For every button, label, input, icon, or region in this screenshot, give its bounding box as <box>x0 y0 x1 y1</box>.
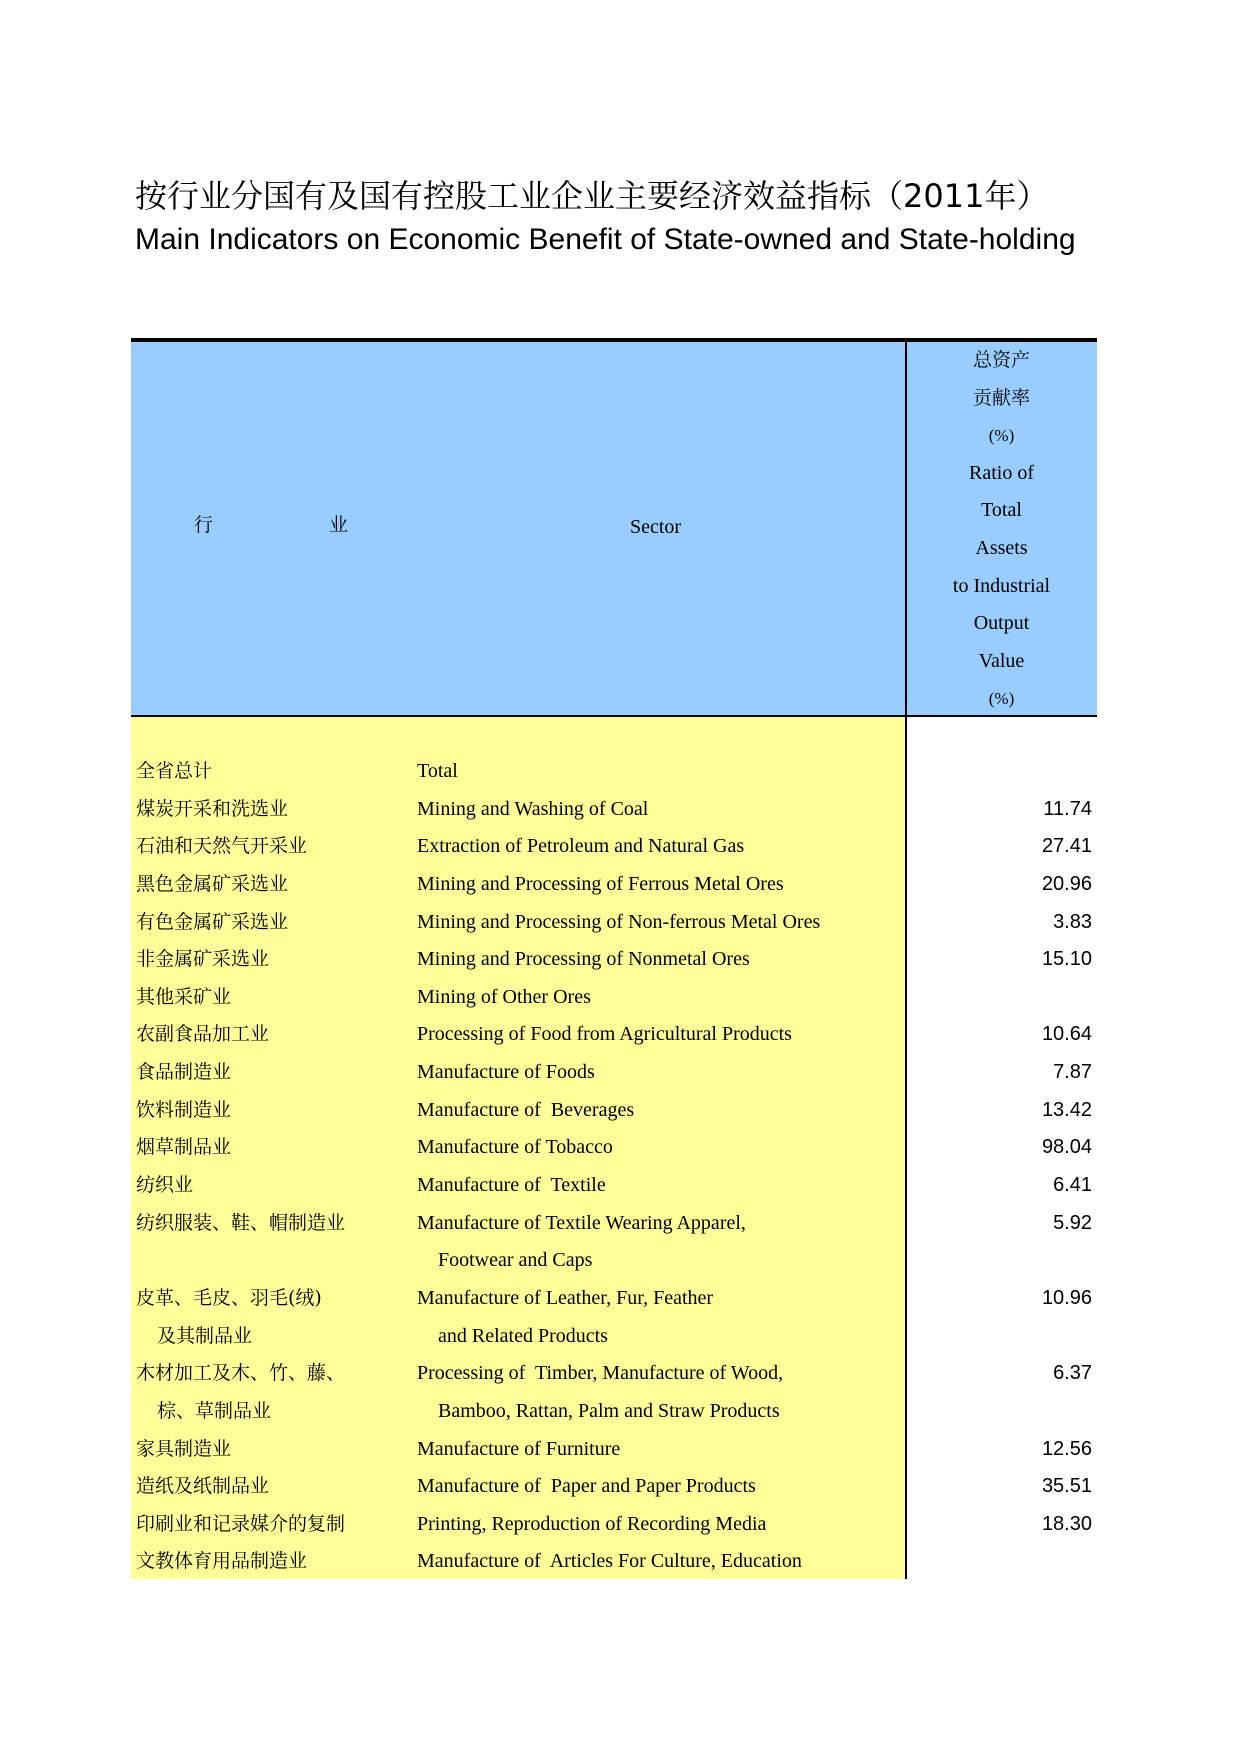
header-metric <box>906 342 1097 718</box>
row-sector-en: Bamboo, Rattan, Palm and Straw Products <box>438 1399 780 1422</box>
row-value: 20.96 <box>1041 872 1092 895</box>
row-sector-en: Processing of Timber, Manufacture of Wood, <box>417 1362 784 1385</box>
row-sector-en: Manufacture of Paper and Paper Products <box>417 1475 756 1498</box>
row-value: 98.04 <box>1041 1136 1092 1159</box>
row-value: 13.42 <box>1041 1098 1092 1121</box>
row-sector-en: Mining and Processing of Ferrous Metal Ores <box>417 872 784 895</box>
row-value: 35.51 <box>1041 1475 1092 1498</box>
row-industry-cn: 饮料制造业 <box>136 1098 232 1121</box>
metric-cn-line1: 总资产 <box>972 349 1030 371</box>
row-industry-cn: 农副食品加工业 <box>136 1023 270 1046</box>
row-sector-en: Manufacture of Articles For Culture, Education <box>417 1550 802 1573</box>
row-sector-en: Manufacture of Textile Wearing Apparel, <box>417 1211 746 1234</box>
row-value: 6.41 <box>1053 1174 1092 1197</box>
row-value: 27.41 <box>1041 835 1092 858</box>
table-row <box>131 1431 1097 1469</box>
table-row <box>131 979 1097 1017</box>
row-sector-en: Manufacture of Beverages <box>417 1098 635 1121</box>
row-sector-en: Mining and Washing of Coal <box>417 797 649 820</box>
table-row <box>131 1167 1097 1205</box>
metric-cn-line2: 贡献率 <box>972 386 1030 409</box>
table-row <box>131 1318 1097 1356</box>
table-row <box>131 866 1097 904</box>
row-industry-cn: 石油和天然气开采业 <box>136 835 308 858</box>
row-industry-cn: 及其制品业 <box>157 1324 253 1347</box>
row-sector-en: Printing, Reproduction of Recording Media <box>417 1512 767 1535</box>
header-sector: Sector <box>630 516 682 538</box>
row-sector-en: Footwear and Caps <box>438 1249 593 1272</box>
table-row <box>131 1129 1097 1167</box>
row-industry-cn: 印刷业和记录媒介的复制 <box>136 1512 346 1535</box>
row-value: 5.92 <box>1053 1211 1092 1234</box>
metric-en-line1: Ratio of <box>969 461 1034 484</box>
row-industry-cn: 棕、草制品业 <box>157 1399 272 1422</box>
row-industry-cn: 烟草制品业 <box>136 1136 232 1159</box>
table-row <box>131 1506 1097 1544</box>
row-value: 10.96 <box>1041 1286 1092 1309</box>
row-sector-en: Processing of Food from Agricultural Products <box>417 1023 792 1046</box>
metric-unit-cn: (%) <box>988 426 1015 446</box>
table-row <box>131 1205 1097 1243</box>
row-sector-en: Manufacture of Foods <box>417 1061 595 1084</box>
row-sector-en: Manufacture of Textile <box>417 1174 606 1197</box>
row-value: 15.10 <box>1041 948 1092 971</box>
row-value: 18.30 <box>1041 1512 1092 1535</box>
metric-en-line4: to Industrial <box>952 574 1051 597</box>
header-industry-cn-2: 业 <box>329 514 349 536</box>
table-row <box>131 941 1097 979</box>
row-industry-cn: 有色金属矿采选业 <box>136 910 289 933</box>
page-title-en: Main Indicators on Economic Benefit of State-owned and State-holding <box>135 223 1076 256</box>
row-sector-en: and Related Products <box>438 1324 608 1347</box>
header-industry-cn-1: 行 <box>194 514 214 536</box>
row-industry-cn: 黑色金属矿采选业 <box>136 872 289 895</box>
row-industry-cn: 煤炭开采和洗选业 <box>136 797 289 820</box>
row-industry-cn: 其他采矿业 <box>136 985 232 1008</box>
table-row <box>131 1242 1097 1280</box>
row-sector-en: Mining of Other Ores <box>417 985 591 1008</box>
row-industry-cn: 家具制造业 <box>136 1437 232 1460</box>
row-sector-en: Total <box>417 760 458 782</box>
metric-unit-en: (%) <box>988 689 1015 709</box>
row-value: 6.37 <box>1053 1362 1092 1385</box>
table-row <box>131 753 1097 791</box>
table-row <box>131 1280 1097 1318</box>
row-industry-cn: 纺织业 <box>136 1174 194 1197</box>
row-value: 3.83 <box>1053 910 1092 933</box>
row-industry-cn: 木材加工及木、竹、藤、 <box>136 1362 346 1385</box>
row-industry-cn: 纺织服装、鞋、帽制造业 <box>136 1211 346 1234</box>
row-sector-en: Manufacture of Tobacco <box>417 1136 613 1159</box>
row-industry-cn: 食品制造业 <box>136 1061 232 1084</box>
row-industry-cn: 文教体育用品制造业 <box>136 1550 308 1573</box>
metric-en-line3: Assets <box>975 536 1028 559</box>
table-row <box>131 828 1097 866</box>
table-row <box>131 1092 1097 1130</box>
metric-en-line2: Total <box>981 499 1022 522</box>
row-value: 11.74 <box>1043 797 1092 820</box>
table-row <box>131 1393 1097 1431</box>
row-industry-cn: 非金属矿采选业 <box>136 948 270 971</box>
metric-en-line5: Output <box>973 612 1030 635</box>
row-sector-en: Manufacture of Furniture <box>417 1437 621 1460</box>
row-value: 10.64 <box>1041 1023 1092 1046</box>
table-row <box>131 1355 1097 1393</box>
table-row <box>131 791 1097 829</box>
table-row <box>131 1468 1097 1506</box>
row-value: 12.56 <box>1041 1437 1092 1460</box>
row-sector-en: Extraction of Petroleum and Natural Gas <box>417 835 745 858</box>
row-industry-cn: 全省总计 <box>136 760 213 782</box>
row-sector-en: Manufacture of Leather, Fur, Feather <box>417 1286 714 1309</box>
page-title-cn: 按行业分国有及国有控股工业企业主要经济效益指标（2011年） <box>135 177 1049 215</box>
table-row <box>131 1543 1097 1581</box>
table-row <box>131 1054 1097 1092</box>
metric-en-line6: Value <box>978 649 1025 672</box>
table-row <box>131 904 1097 942</box>
row-industry-cn: 皮革、毛皮、羽毛(绒) <box>136 1286 322 1309</box>
row-value: 7.87 <box>1053 1061 1092 1084</box>
table-rows <box>131 753 1097 1581</box>
row-sector-en: Mining and Processing of Non-ferrous Metal Ores <box>417 910 821 933</box>
row-sector-en: Mining and Processing of Nonmetal Ores <box>417 948 750 971</box>
row-industry-cn: 造纸及纸制品业 <box>136 1475 270 1498</box>
table-row <box>131 1016 1097 1054</box>
